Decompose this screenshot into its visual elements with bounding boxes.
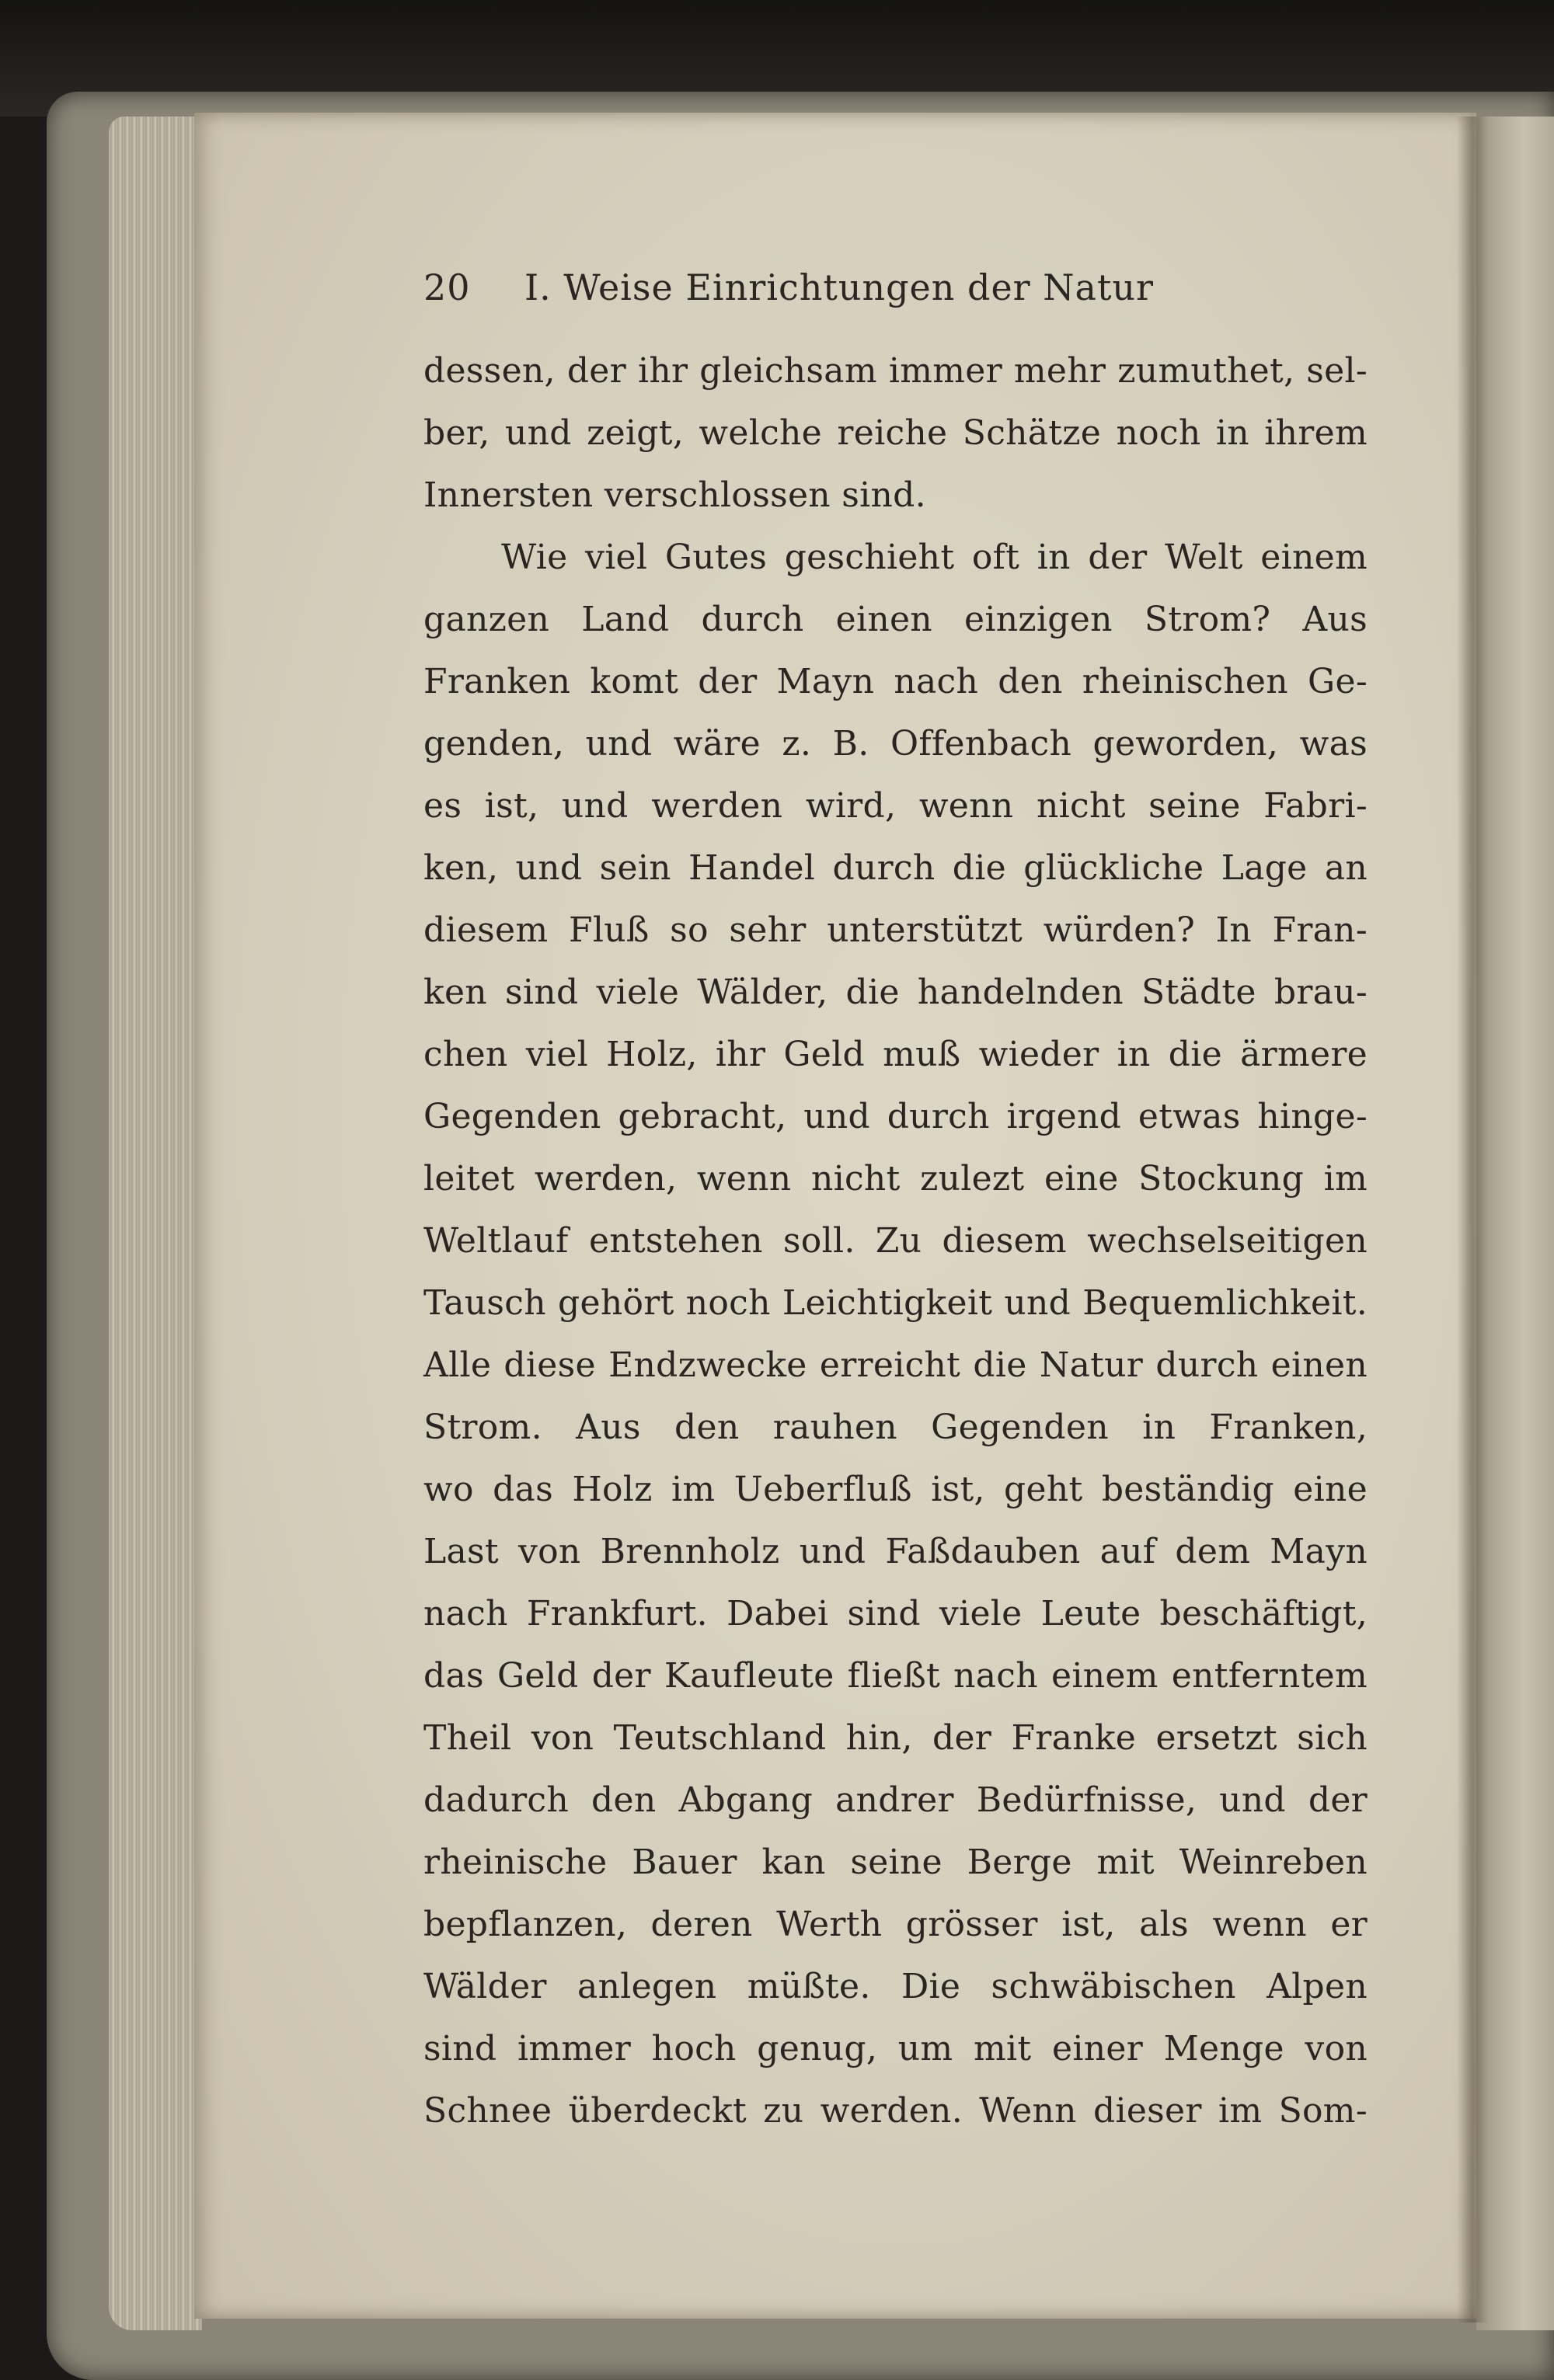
text-line: Wie viel Gutes geschieht oft in der Welt einem	[501, 538, 1368, 577]
text-line: leitet werden, wenn nicht zulezt eine Stockung im	[423, 1159, 1368, 1199]
text-line: nach Frankfurt. Dabei sind viele Leute beschäftigt,	[423, 1594, 1368, 1634]
text-line: rheinische Bauer kan seine Berge mit Weinreben	[423, 1842, 1368, 1882]
running-head	[423, 256, 1387, 318]
text-line: ber, und zeigt, welche reiche Schätze noch in ihrem	[423, 413, 1368, 453]
text-line: Wälder anlegen müßte. Die schwäbischen Alpen	[423, 1967, 1368, 2006]
text-line: sind immer hoch genug, um mit einer Menge von	[423, 2029, 1368, 2069]
text-line: ken, und sein Handel durch die glückliche Lage an	[423, 848, 1368, 888]
text-line: das Geld der Kaufleute fließt nach einem entferntem	[423, 1656, 1368, 1696]
text-line: diesem Fluß so sehr unterstützt würden? In Fran-	[423, 910, 1368, 950]
text-line: Last von Brennholz und Faßdauben auf dem Mayn	[423, 1532, 1368, 1571]
text-line: Innersten verschlossen sind.	[423, 475, 926, 515]
page-number: 20	[423, 266, 471, 308]
text-line: chen viel Holz, ihr Geld muß wieder in die ärmere	[423, 1035, 1368, 1074]
text-line: genden, und wäre z. B. Offenbach geworden, was	[423, 724, 1368, 764]
text-line: wo das Holz im Ueberfluß ist, geht beständig eine	[423, 1470, 1368, 1509]
text-line: Schnee überdeckt zu werden. Wenn dieser im Som-	[423, 2091, 1368, 2131]
body-text	[423, 340, 1368, 2142]
text-line: Theil von Teutschland hin, der Franke ersetzt sich	[423, 1718, 1368, 1758]
text-line: Strom. Aus den rauhen Gegenden in Franken,	[423, 1407, 1368, 1447]
text-line: Alle diese Endzwecke erreicht die Natur durch einen	[423, 1345, 1368, 1385]
text-line: dadurch den Abgang andrer Bedürfnisse, und der	[423, 1780, 1368, 1820]
text-line: ken sind viele Wälder, die handelnden Städte brau-	[423, 973, 1368, 1012]
page-gutter-shadow	[1457, 117, 1488, 2323]
facing-page-edge	[1476, 117, 1554, 2330]
text-line: Tausch gehört noch Leichtigkeit und Bequemlichkeit.	[423, 1283, 1368, 1323]
text-line: Weltlauf entstehen soll. Zu diesem wechselseitigen	[423, 1221, 1368, 1261]
text-line: Gegenden gebracht, und durch irgend etwas hinge-	[423, 1097, 1368, 1136]
text-line: bepflanzen, deren Werth grösser ist, als wenn er	[423, 1905, 1368, 1944]
text-line: ganzen Land durch einen einzigen Strom? Aus	[423, 600, 1368, 639]
text-line: dessen, der ihr gleichsam immer mehr zumuthet, sel-	[423, 351, 1368, 391]
page-edges	[109, 117, 202, 2330]
chapter-title: I. Weise Einrichtungen der Natur	[524, 266, 1155, 308]
text-line: Franken komt der Mayn nach den rheinischen Ge-	[423, 662, 1368, 701]
text-line: es ist, und werden wird, wenn nicht seine Fabri-	[423, 786, 1368, 826]
